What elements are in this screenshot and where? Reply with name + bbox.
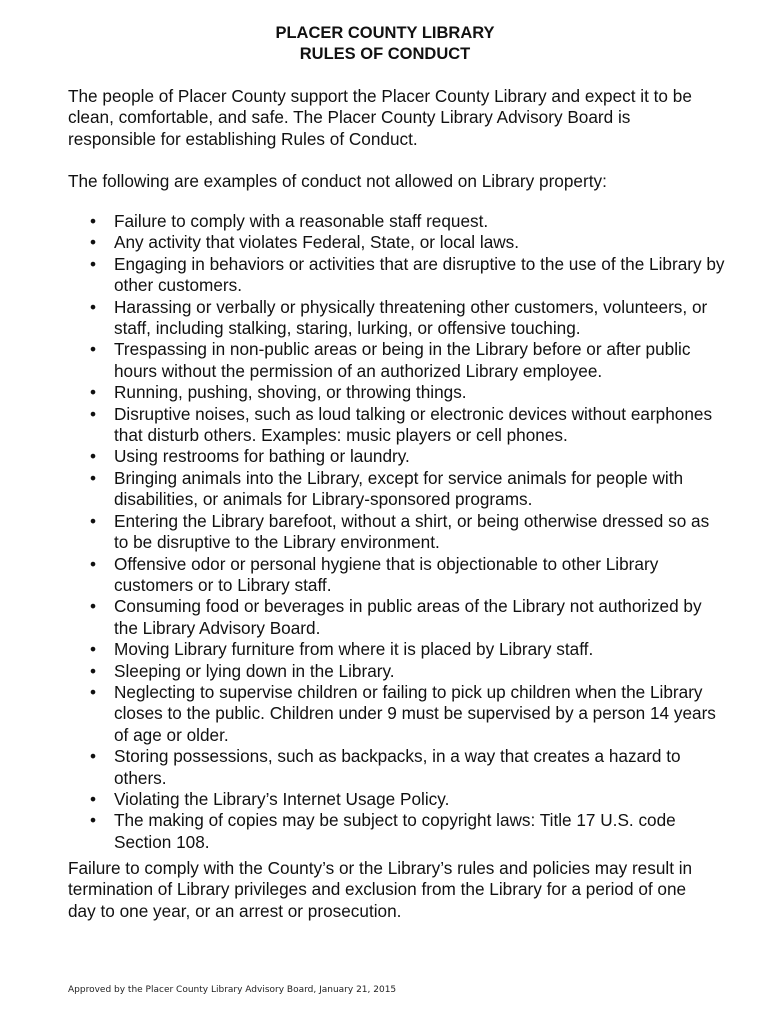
intro-paragraph: The people of Placer County support the Placer County Library and expect it to be clean, comfortable, and safe. The Placer County Library Advisory Board is responsible for establishing Rules of Conduct. <box>68 86 692 149</box>
list-item <box>68 404 728 447</box>
rules-list <box>68 211 728 853</box>
bullet-icon: • <box>90 596 97 617</box>
list-item <box>68 789 728 810</box>
bullet-icon: • <box>90 211 97 231</box>
bullet-icon: • <box>90 553 97 574</box>
rule-text: The making of copies may be subject to copyright laws: Title 17 U.S. code Section 108. <box>114 810 676 852</box>
rule-text: Offensive odor or personal hygiene that is objectionable to other Library customers or to Library staff. <box>114 553 659 595</box>
bullet-icon: • <box>90 746 97 767</box>
list-item <box>68 468 728 511</box>
bullet-icon: • <box>90 510 97 531</box>
bullet-icon: • <box>90 788 97 809</box>
rule-text: Bringing animals into the Library, except for service animals for people with disabilities, or animals for Library-sponsored programs. <box>114 467 684 510</box>
bullet-icon: • <box>90 681 97 702</box>
rule-text: Disruptive noises, such as loud talking or electronic devices without earphones that disturb others. Examples: music players or cell phones. <box>114 403 713 446</box>
lead-paragraph: The following are examples of conduct not allowed on Library property: <box>68 171 607 191</box>
list-item <box>68 211 728 232</box>
bullet-icon: • <box>90 403 97 424</box>
rule-text: Neglecting to supervise children or failing to pick up children when the Library closes to the public. Children under 9 must be supervised by a person 14 years of age or older. <box>114 681 716 745</box>
list-item <box>68 661 728 682</box>
rule-text: Failure to comply with a reasonable staff request. <box>114 211 489 231</box>
bullet-icon: • <box>90 810 97 831</box>
rule-text: Using restrooms for bathing or laundry. <box>114 446 410 467</box>
bullet-icon: • <box>90 639 97 660</box>
list-item <box>68 554 728 597</box>
bullet-icon: • <box>90 467 97 488</box>
bullet-icon: • <box>90 660 97 681</box>
bullet-icon: • <box>90 253 97 274</box>
document-title: PLACER COUNTY LIBRARY <box>275 24 495 42</box>
rule-text: Moving Library furniture from where it is placed by Library staff. <box>114 639 594 660</box>
bullet-icon: • <box>90 382 97 403</box>
list-item <box>68 596 728 639</box>
rule-text: Consuming food or beverages in public areas of the Library not authorized by the Library Advisory Board. <box>114 596 702 638</box>
list-item <box>68 446 728 467</box>
rule-text: Violating the Library’s Internet Usage Policy. <box>114 788 450 809</box>
rule-text: Storing possessions, such as backpacks, in a way that creates a hazard to others. <box>114 746 681 788</box>
bullet-icon: • <box>90 339 97 360</box>
rule-text: Sleeping or lying down in the Library. <box>114 660 395 681</box>
list-item <box>68 232 728 253</box>
rule-text: Harassing or verbally or physically threatening other customers, volunteers, or staff, including stalking, staring, lurking, or offensive touching. <box>114 296 708 339</box>
document-subtitle: RULES OF CONDUCT <box>299 45 471 63</box>
list-item <box>68 682 728 746</box>
approval-footer: Approved by the Placer County Library Advisory Board, January 21, 2015 <box>68 985 397 995</box>
bullet-icon: • <box>90 232 97 253</box>
list-item <box>68 511 728 554</box>
rule-text: Trespassing in non-public areas or being in the Library before or after public hours without the permission of an authorized Library employee. <box>114 339 691 381</box>
list-item <box>68 810 728 853</box>
bullet-icon: • <box>90 296 97 317</box>
rule-text: Any activity that violates Federal, State, or local laws. <box>114 232 520 253</box>
list-item <box>68 382 728 403</box>
list-item <box>68 339 728 382</box>
rule-text: Entering the Library barefoot, without a shirt, or being otherwise dressed so as to be disruptive to the Library environment. <box>114 510 710 553</box>
closing-paragraph: Failure to comply with the County’s or the Library’s rules and policies may result in termination of Library privileges and exclusion from the Library for a period of one day to one year, or an arrest or prosecution. <box>68 858 693 921</box>
list-item <box>68 639 728 660</box>
rule-text: Engaging in behaviors or activities that are disruptive to the use of the Library by other customers. <box>114 253 725 296</box>
rule-text: Running, pushing, shoving, or throwing things. <box>114 382 467 403</box>
bullet-icon: • <box>90 446 97 467</box>
list-item <box>68 746 728 789</box>
list-item <box>68 254 728 297</box>
list-item <box>68 297 728 340</box>
